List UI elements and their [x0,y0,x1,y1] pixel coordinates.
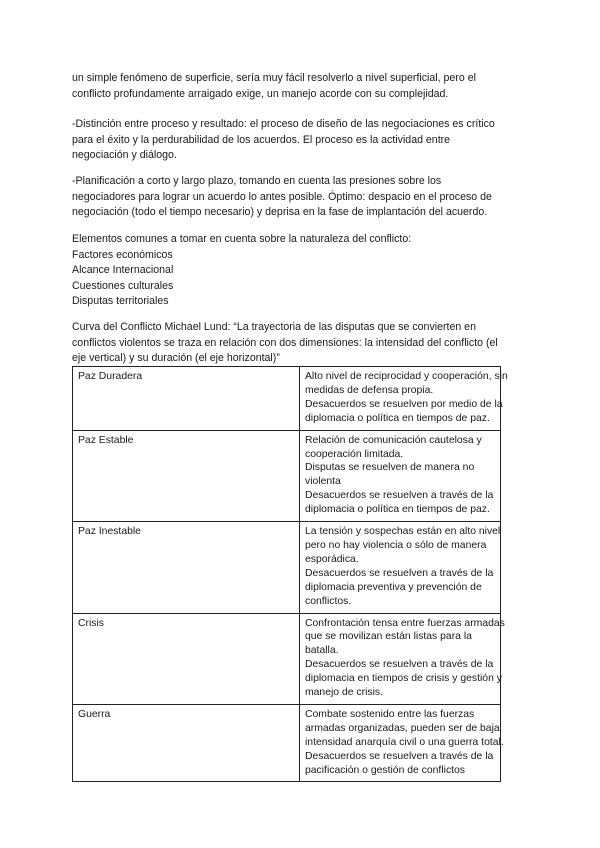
stage-cell [73,367,300,431]
paragraph-process-vs-result [72,117,532,164]
text-line: Desacuerdos se resuelven a través de la [305,490,494,502]
text-line: intensidad anarquía civil o una guerra total. [305,736,504,748]
text-line: diplomacia o política en tiempos de paz. [305,504,490,516]
text-line: Desacuerdos se resuelven a través de la [305,567,494,579]
stage-cell [73,430,300,521]
conflict-curve-table [72,366,508,782]
text-line: cooperación limitada. [305,448,404,460]
description-cell [300,367,508,431]
paragraph-common-elements [72,232,532,310]
text-line: violenta [305,476,341,488]
text-line: esporádica. [305,553,359,565]
description-cell [300,522,501,613]
text-line: diplomacia preventiva y prevención de [305,581,482,593]
text-line: batalla. [305,645,339,657]
stage-label: Paz Estable [78,434,134,446]
text-line: -Planificación a corto y largo plazo, tomando en cuenta las presiones sobre los [72,175,442,187]
text-line: medidas de defensa propia. [305,384,434,396]
text-line: Relación de comunicación cautelosa y [305,434,482,446]
stage-label: Paz Duradera [78,371,143,382]
description-cell [300,613,505,704]
table-row [73,367,501,431]
text-line: pero no hay violencia o sólo de manera [305,539,487,551]
description-cell [300,704,504,782]
text-line: pacificación o gestión de conflictos [305,764,465,776]
text-line: negociación (todo el tiempo necesario) y deprisa en la fase de implantación del acuerdo. [72,206,488,218]
text-line: para el éxito y la perdurabilidad de los acuerdos. El proceso es la actividad entre [72,133,451,146]
stage-label: Paz Inestable [78,526,141,538]
table-row [73,430,501,521]
text-line: La tensión y sospechas están en alto nivel [305,526,501,538]
text-line: negociadores para lograr un acuerdo lo antes posible. Óptimo: despacio en el proceso de [72,190,492,203]
text-line: Confrontación tensa entre fuerzas armadas [305,617,505,629]
paragraph-lund-curve [72,320,532,367]
text-line: conflictos violentos se traza en relación con dos dimensiones: la intensidad del conflicto (el [72,336,498,349]
text-line: conflictos. [305,595,352,607]
text-line: -Distinción entre proceso y resultado: el proceso de diseño de las negociaciones es crítico [72,118,495,130]
text-line: diplomacia o política en tiempos de paz. [305,412,490,424]
list-item: Disputas territoriales [72,295,169,307]
text-line: Desacuerdos se resuelven a través de la [305,659,494,671]
text-line: conflicto profundamente arraigado exige, un manejo acorde con su complejidad. [72,87,449,100]
text-line: eje vertical) y su duración (el eje horizontal)” [72,352,280,364]
text-line: Curva del Conflicto Michael Lund: “La trayectoria de las disputas que se convierten en [72,321,476,333]
text-line: Disputas se resuelven de manera no [305,462,475,474]
paragraph-planning [72,174,532,221]
text-line: Desacuerdos se resuelven por medio de la [305,398,503,410]
list-item: Cuestiones culturales [72,279,174,292]
list-item: Alcance Internacional [72,264,174,276]
stage-cell [73,704,300,782]
stage-label: Crisis [78,617,104,629]
table-row [73,522,501,613]
stage-cell [73,522,300,613]
text-line: negociación y diálogo. [72,149,177,161]
text-line: Combate sostenido entre las fuerzas [305,708,475,720]
text-line: que se movilizan están listas para la [305,631,472,643]
text-line: Alto nivel de reciprocidad y cooperación, sin [305,371,508,382]
table-row [73,704,501,782]
text-line: diplomacia en tiempos de crisis y gestión y [305,673,502,685]
text-line: manejo de crisis. [305,687,383,699]
text-line: Elementos comunes a tomar en cuenta sobre la naturaleza del conflicto: [72,233,412,245]
paragraph-conflict-depth [72,71,532,102]
list-item: Factores económicos [72,248,173,261]
text-line: armadas organizadas, pueden ser de baja [305,722,500,734]
text-line: un simple fenómeno de superficie, sería muy fácil resolverlo a nivel superficial, pero el [72,72,476,84]
text-line: Desacuerdos se resuelven a través de la [305,750,494,762]
stage-cell [73,613,300,704]
table-row [73,613,501,704]
stage-label: Guerra [78,708,111,720]
description-cell [300,430,501,521]
